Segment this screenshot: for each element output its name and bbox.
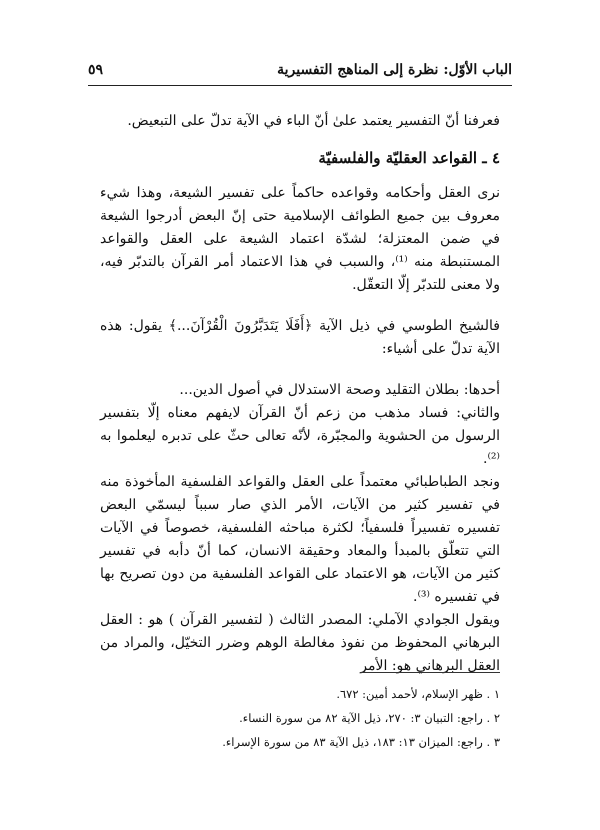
paragraph: نرى العقل وأحكامه وقواعده حاكماً على تفسير الشيعة، وهذا شيء معروف بين جميع الطوائف الإسلامية حتى إنّ البعض أدرجوا الشيعة في ضمن المعتزلة؛ لشدّة اعتماد الشيعة على العقل والقواعد المستنبطة منه ⁽¹⁾، والسبب في هذا الاعتماد أمر القرآن بالتدبّر فيه، ولا معنى للتدبّر إلّا التعقّل. — [100, 185, 500, 293]
footnote: ١ . ظهر الإسلام، لأحمد أمين: ٦٧٢. — [336, 687, 500, 701]
page-number: ٥٩ — [88, 62, 104, 78]
body-text — [100, 110, 500, 678]
chapter-title: الباب الأوّل: نظرة إلى المناهج التفسيرية — [277, 62, 512, 78]
footnote: ٢ . راجع: التبيان ٣: ٢٧٠، ذيل الآية ٨٢ من سورة النساء. — [239, 711, 500, 725]
paragraph: والثاني: فساد مذهب من زعم أنّ القرآن لايفهم معناه إلّا بتفسير الرسول من الحشوية والمجبّرة، لأنّه تعالى حثّ على تدبره ليعلموا به ⁽²⁾. — [100, 405, 500, 467]
paragraph: فالشيخ الطوسي في ذيل الآية ﴿أَفَلَا يَتَدَبَّرُونَ الْقُرْآنَ...﴾ يقول: هذه الآية تدلّ على أشياء: — [100, 318, 500, 357]
paragraph: فعرفنا أنّ التفسير يعتمد علىٰ أنّ الباء في الآية تدلّ على التبعيض. — [127, 113, 500, 129]
paragraph: ونجد الطباطبائي معتمداً على العقل والقواعد الفلسفية المأخوذة منه في تفسير كثير من الآيات، الأمر الذي صار سبباً ليسمّي البعض تفسيره تفسيراً فلسفياً؛ لكثرة مباحثه الفلسفية، خصوصاً في الآيات التي تتعلّق بالمبدأ والمعاد وحقيقة الانسان، كما أنّ دأبه في تفسير كثير من الآيات، هو الاعتماد على القواعد الفلسفية من دون تصريح بها في تفسيره ⁽³⁾. — [100, 474, 500, 605]
footnotes — [100, 682, 500, 754]
section-heading: ٤ ـ القواعد العقليّة والفلسفيّة — [318, 149, 500, 167]
paragraph: أحدها: بطلان التقليد وصحة الاستدلال في أصول الدين... — [179, 382, 500, 398]
header-rule — [88, 85, 512, 86]
running-header — [88, 60, 512, 84]
footnote-rule — [360, 672, 500, 673]
paragraph: ويقول الجوادي الآملي: المصدر الثالث ( لتفسير القرآن ) هو : العقل البرهاني المحفوظ من نفوذ مغالطة الوهم وضرر التخيّل، والمراد من العقل البرهاني هو: الأمر — [100, 612, 500, 674]
footnote: ٣ . راجع: الميزان ١٣: ١٨٣، ذيل الآية ٨٣ من سورة الإسراء. — [222, 735, 500, 749]
